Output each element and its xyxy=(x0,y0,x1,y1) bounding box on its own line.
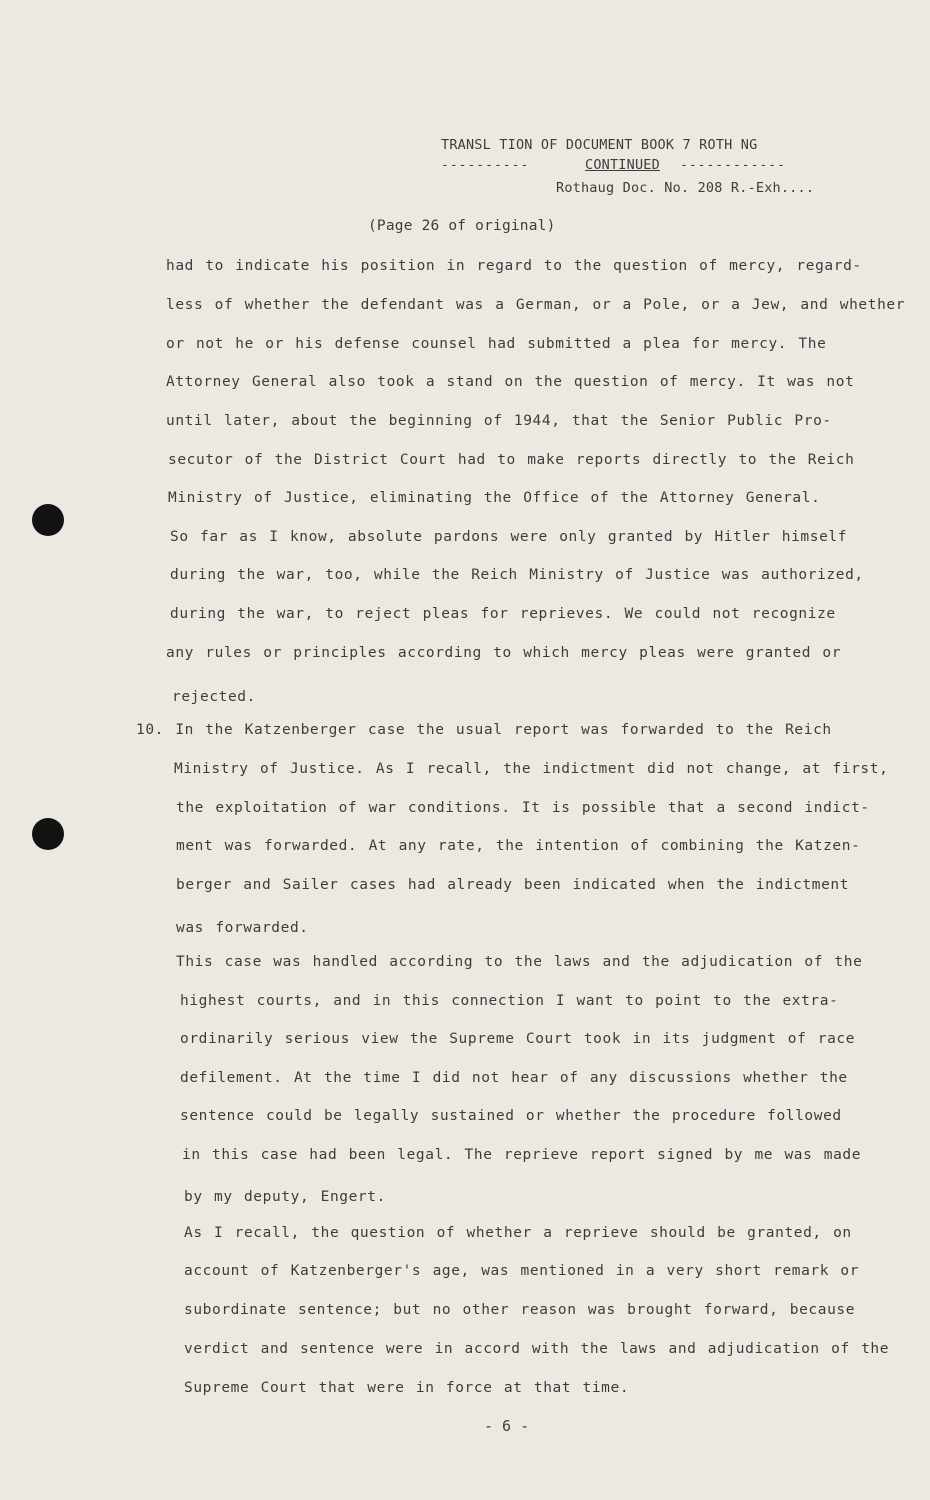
body-line: defilement. At the time I did not hear of any discussions whether the xyxy=(180,1070,848,1086)
body-line: until later, about the beginning of 1944, that the Senior Public Pro- xyxy=(166,413,832,429)
body-line: Attorney General also took a stand on the question of mercy. It was not xyxy=(166,374,855,390)
header-dashes-right: ------------ xyxy=(680,158,786,173)
document-reference: Rothaug Doc. No. 208 R.-Exh.... xyxy=(556,180,815,196)
numbered-paragraph-line: 10. In the Katzenberger case the usual report was forwarded to the Reich xyxy=(136,722,832,738)
body-line: had to indicate his position in regard to the question of mercy, regard- xyxy=(166,258,862,274)
body-line: was forwarded. xyxy=(176,920,309,936)
body-line: account of Katzenberger's age, was mentioned in a very short remark or xyxy=(184,1263,860,1279)
body-line: sentence could be legally sustained or whether the procedure followed xyxy=(180,1108,842,1124)
body-line: by my deputy, Engert. xyxy=(184,1189,386,1205)
punch-hole-top xyxy=(32,504,64,536)
body-line: Ministry of Justice, eliminating the Office of the Attorney General. xyxy=(168,490,821,506)
page-number: - 6 - xyxy=(484,1417,530,1435)
translation-title: TRANSL TION OF DOCUMENT BOOK 7 ROTH NG xyxy=(441,137,758,153)
body-line: As I recall, the question of whether a reprieve should be granted, on xyxy=(184,1225,852,1241)
body-line: less of whether the defendant was a German, or a Pole, or a Jew, and whether xyxy=(166,297,906,313)
body-line: verdict and sentence were in accord with the laws and adjudication of the xyxy=(184,1341,890,1357)
body-line: during the war, too, while the Reich Ministry of Justice was authorized, xyxy=(170,567,864,583)
punch-hole-bottom xyxy=(32,818,64,850)
body-line: So far as I know, absolute pardons were only granted by Hitler himself xyxy=(170,529,848,545)
body-line: subordinate sentence; but no other reason was brought forward, because xyxy=(184,1302,856,1318)
body-line: secutor of the District Court had to make reports directly to the Reich xyxy=(168,452,855,468)
continued-label: CONTINUED xyxy=(585,157,660,173)
body-line: highest courts, and in this connection I want to point to the extra- xyxy=(180,993,839,1009)
body-line: any rules or principles according to which mercy pleas were granted or xyxy=(166,645,842,661)
body-line: or not he or his defense counsel had submitted a plea for mercy. The xyxy=(166,336,827,352)
body-line: berger and Sailer cases had already been indicated when the indictment xyxy=(176,877,850,893)
body-line: Supreme Court that were in force at that time. xyxy=(184,1380,630,1396)
body-line: during the war, to reject pleas for reprieves. We could not recognize xyxy=(170,606,836,622)
body-line: the exploitation of war conditions. It is possible that a second indict- xyxy=(176,800,870,816)
body-line: rejected. xyxy=(172,689,256,705)
body-line: in this case had been legal. The reprieve report signed by me was made xyxy=(182,1147,862,1163)
header-dashes-left: ---------- xyxy=(441,158,530,173)
body-line: ment was forwarded. At any rate, the intention of combining the Katzen- xyxy=(176,838,861,854)
page-of-original-note: (Page 26 of original) xyxy=(368,218,556,234)
body-line: This case was handled according to the laws and the adjudication of the xyxy=(176,954,863,970)
body-line: Ministry of Justice. As I recall, the indictment did not change, at first, xyxy=(174,761,889,777)
body-line: ordinarily serious view the Supreme Court took in its judgment of race xyxy=(180,1031,856,1047)
